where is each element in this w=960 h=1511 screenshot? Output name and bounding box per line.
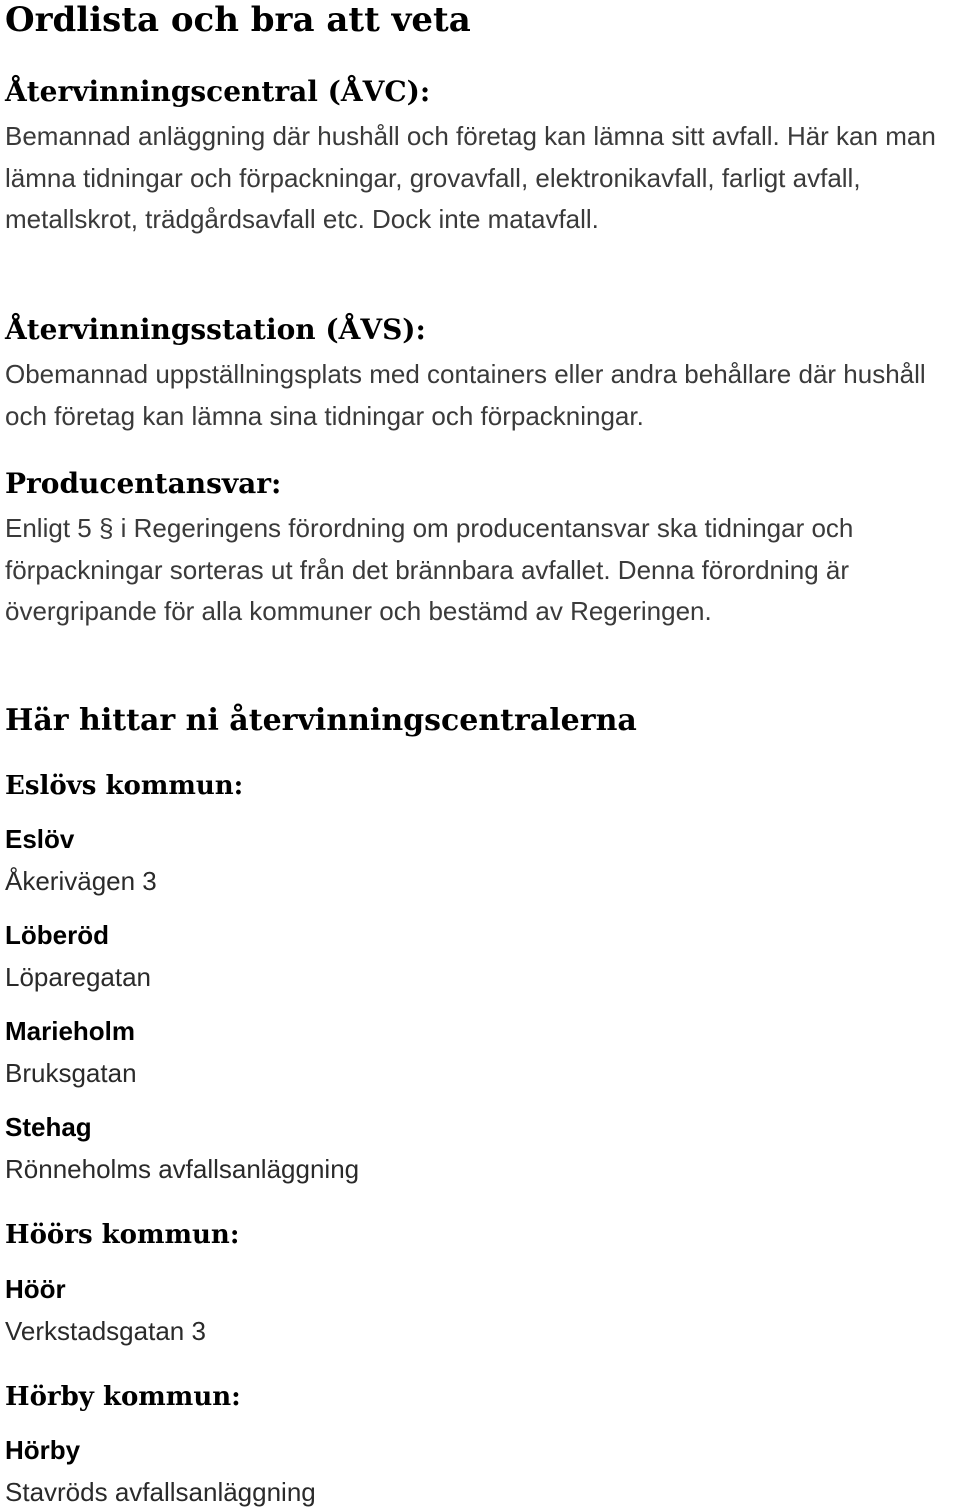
place-name: Marieholm <box>5 1016 136 1046</box>
page-title: Ordlista och bra att veta <box>5 0 471 40</box>
glossary-definition: Obemannad uppställningsplats med containers eller andra behållare där hushåll och företag kan lämna sina tidningar och förpackningar. <box>5 359 926 431</box>
place-name: Eslöv <box>5 824 75 854</box>
place-address: Verkstadsgatan 3 <box>5 1316 206 1346</box>
municipality-heading: Hörby kommun: <box>5 1382 241 1412</box>
place-address: Bruksgatan <box>5 1058 137 1088</box>
recycling-central <box>5 1012 137 1092</box>
glossary-entry-avs <box>5 310 960 437</box>
place-address: Rönneholms avfallsanläggning <box>5 1154 360 1184</box>
place-address: Löparegatan <box>5 962 152 992</box>
municipality-heading: Eslövs kommun: <box>5 771 244 801</box>
glossary-entry-avc <box>5 72 960 241</box>
glossary-definition: Enligt 5 § i Regeringens förordning om producentansvar ska tidningar och förpackningar sorteras ut från det brännbara avfallet. Denna förordning är övergripande för alla kommuner och bestämd av Regeringen. <box>5 513 854 626</box>
recycling-central <box>5 1108 359 1188</box>
place-name: Stehag <box>5 1112 92 1142</box>
recycling-central <box>5 820 157 900</box>
locations-heading: Här hittar ni återvinningscentralerna <box>5 703 637 738</box>
recycling-central <box>5 1431 316 1511</box>
glossary-term: Återvinningsstation (ÅVS): <box>5 313 426 346</box>
municipality-heading: Höörs kommun: <box>5 1220 240 1250</box>
place-address: Åkerivägen 3 <box>5 866 157 896</box>
place-name: Löberöd <box>5 920 109 950</box>
place-name: Hörby <box>5 1435 81 1465</box>
glossary-term: Producentansvar: <box>5 467 282 500</box>
glossary-definition: Bemannad anläggning där hushåll och företag kan lämna sitt avfall. Här kan man lämna tidningar och förpackningar, grovavfall, elektronikavfall, farligt avfall, metallskrot, trädgårdsavfall etc. Dock inte matavfall. <box>5 121 936 234</box>
glossary-term: Återvinningscentral (ÅVC): <box>5 75 431 108</box>
recycling-central <box>5 1270 206 1350</box>
recycling-central <box>5 916 151 996</box>
place-name: Höör <box>5 1274 66 1304</box>
glossary-entry-producentansvar <box>5 464 960 633</box>
place-address: Stavröds avfallsanläggning <box>5 1477 316 1507</box>
